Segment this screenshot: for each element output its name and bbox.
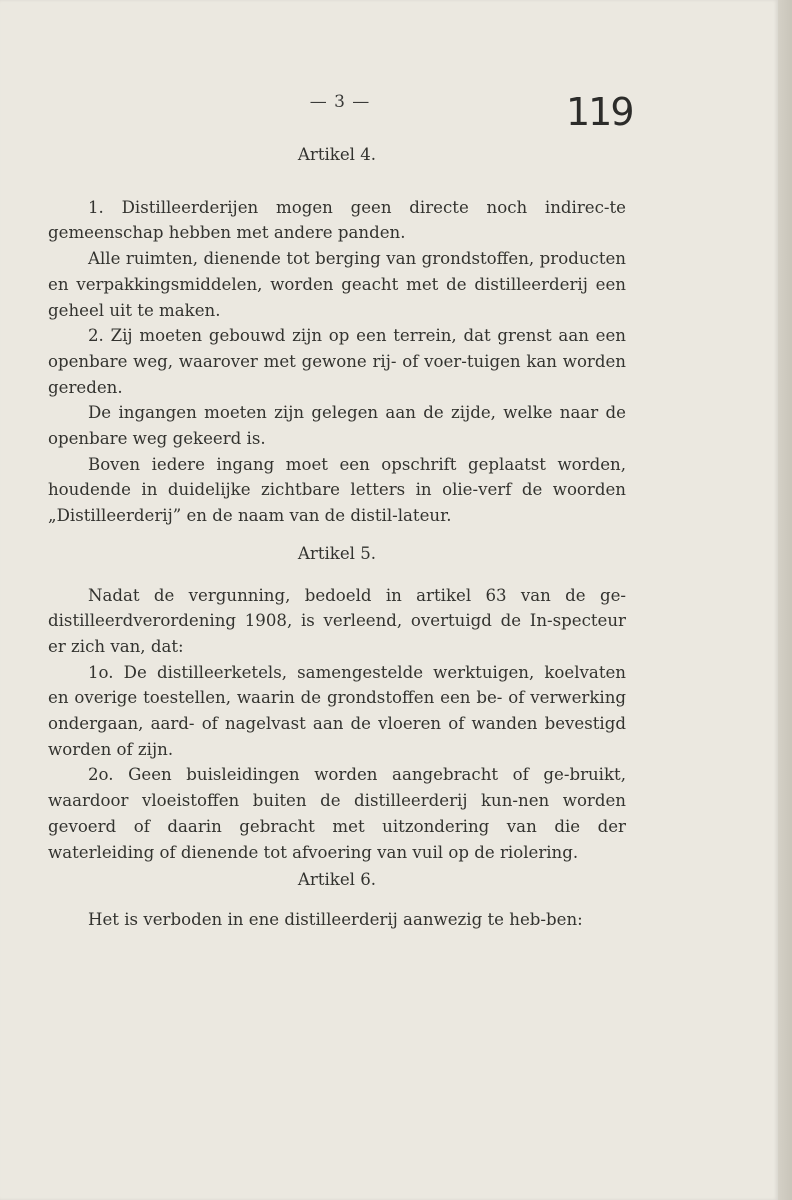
article-6-heading: Artikel 6.	[297, 870, 377, 890]
article-4-paragraph-4: De ingangen moeten zijn gelegen aan de zijde, welke naar de openbare weg gekeerd is.	[48, 403, 626, 449]
body-text	[48, 142, 626, 933]
article-5-paragraph-1: Nadat de vergunning, bedoeld in artikel 63 van de ge-distilleerdverordening 1908, is verleend, overtuigd de In-specteur er zich van, dat:	[48, 585, 626, 656]
article-4-heading: Artikel 4.	[297, 145, 377, 164]
article-4-paragraph-1: 1. Distilleerderijen mogen geen directe noch indirec-te gemeenschap hebben met andere panden.	[48, 197, 626, 243]
page-edge	[778, 0, 792, 1200]
page-number: — 3 —	[309, 92, 371, 112]
article-4-paragraph-5: Boven iedere ingang moet een opschrift geplaatst worden, houdende in duidelijke zichtbare letters in olie-verf de woorden „Distilleerderij” en de naam van de distil-lateur.	[48, 454, 626, 526]
article-6-paragraph-1: Het is verboden in ene distilleerderij aanwezig te heb-ben:	[88, 909, 583, 929]
article-5-heading: Artikel 5.	[297, 543, 377, 563]
article-5-paragraph-2: 1o. De distilleerketels, samengestelde werktuigen, koelvaten en overige toestellen, waarin de grondstoffen een be- of verwerking ondergaan, aard- of nagelvast aan de vloeren of wanden bevestigd worden of zijn.	[48, 662, 626, 759]
article-4-paragraph-3: 2. Zij moeten gebouwd zijn op een terrein, dat grenst aan een openbare weg, waarover met gewone rij- of voer-tuigen kan worden gereden.	[48, 326, 626, 397]
folio-number: 119	[566, 90, 633, 134]
article-4-paragraph-2: Alle ruimten, dienende tot berging van grondstoffen, producten en verpakkingsmiddelen, worden geacht met de distilleerderij een geheel uit te maken.	[48, 249, 626, 320]
article-5-paragraph-3: 2o. Geen buisleidingen worden aangebracht of ge-bruikt, waardoor vloeistoffen buiten de distilleerderij kun-nen worden gevoerd of daarin gebracht met uitzondering van die der waterleiding of dienende tot afvoering van vuil op de riolering.	[48, 765, 626, 862]
